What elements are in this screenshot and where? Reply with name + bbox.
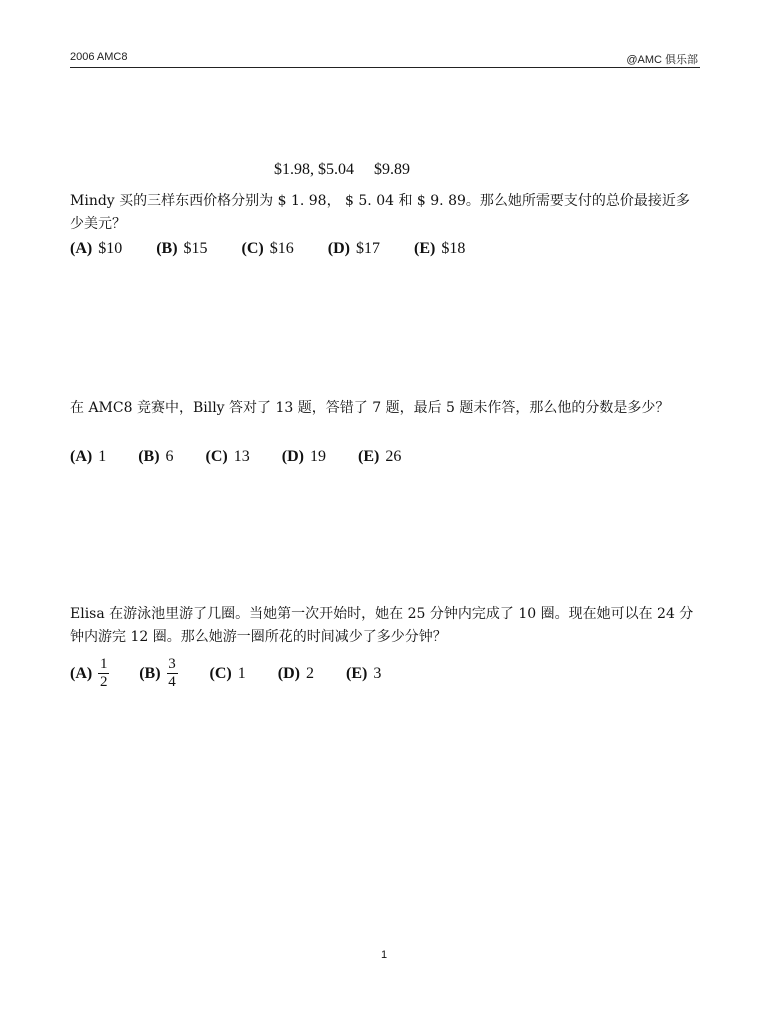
q1-prices	[274, 161, 410, 179]
choice-value: $15	[183, 240, 208, 257]
choice-value: 1	[237, 664, 246, 682]
q1-text: Mindy 买的三样东西价格分别为 $ 1. 98， $ 5. 04 和 $ 9. 89。那么她所需要支付的总价最接近多少美元？	[70, 193, 690, 232]
choice-value: 19	[309, 448, 326, 465]
choice-letter: (B)	[156, 240, 178, 257]
q2-choice-a	[70, 448, 106, 466]
q2-text: 在 AMC8 竞赛中，Billy 答对了 13 题，答错了 7 题，最后 5 题未作答，那么他的分数是多少？	[70, 400, 670, 416]
q2-choices	[70, 448, 401, 466]
choice-value: 3	[373, 664, 382, 682]
choice-value: 26	[385, 448, 402, 465]
q1-choices	[70, 240, 465, 258]
choice-letter: (A)	[70, 448, 93, 465]
page-header-left: 2006 AMC8	[70, 51, 128, 63]
page-number: 1	[380, 949, 388, 961]
fraction	[98, 656, 109, 691]
q1-choice-c	[242, 240, 294, 258]
q3-choice-d	[278, 665, 314, 683]
choice-letter: (A)	[70, 240, 93, 257]
choice-value: 13	[233, 448, 250, 465]
header-rule	[70, 67, 700, 68]
choice-letter: (D)	[281, 448, 304, 465]
fraction-numerator: 3	[168, 656, 176, 672]
choice-value: $17	[355, 240, 380, 257]
q1-price-3: $9.89	[374, 161, 410, 178]
fraction	[167, 656, 178, 691]
q3-choice-a	[70, 656, 109, 691]
choice-letter: (E)	[357, 448, 380, 465]
q1-choice-b	[156, 240, 207, 258]
q1-price-2: $5.04	[318, 161, 354, 178]
q1-choice-a	[70, 240, 122, 258]
choice-letter: (E)	[345, 664, 368, 682]
choice-value: 1	[98, 448, 107, 465]
choice-letter: (A)	[70, 664, 93, 682]
q2-choice-d	[282, 448, 326, 466]
q3-text: Elisa 在游泳池里游了几圈。当她第一次开始时，她在 25 分钟内完成了 10 圈。现在她可以在 24 分钟内游完 12 圈。那么她游一圈所花的时间减少了多少分钟？	[70, 606, 694, 645]
fraction-numerator: 1	[99, 656, 108, 672]
choice-letter: (D)	[327, 240, 350, 257]
choice-value: 6	[165, 448, 174, 465]
q3-choice-b	[139, 656, 177, 691]
q2-choice-e	[358, 448, 401, 466]
choice-letter: (B)	[138, 448, 160, 465]
choice-value: $16	[269, 240, 294, 257]
q3-choice-c	[210, 665, 246, 683]
page-header-right: @AMC 俱乐部	[626, 54, 698, 66]
choice-value: $10	[98, 240, 123, 257]
q1-choice-e	[414, 240, 465, 258]
choice-letter: (C)	[209, 664, 232, 682]
q3-choice-e	[346, 665, 381, 683]
q2-choice-c	[206, 448, 250, 466]
choice-letter: (B)	[139, 664, 161, 682]
choice-letter: (C)	[241, 240, 264, 257]
q3-choices	[70, 656, 381, 691]
choice-value: 2	[305, 664, 314, 682]
fraction-denominator: 2	[99, 674, 108, 690]
choice-letter: (C)	[205, 448, 228, 465]
fraction-denominator: 4	[168, 674, 176, 690]
choice-value: $18	[441, 240, 466, 257]
q2-choice-b	[138, 448, 173, 466]
q1-choice-d	[328, 240, 380, 258]
choice-letter: (D)	[277, 664, 300, 682]
choice-letter: (E)	[413, 240, 436, 257]
q1-price-1: $1.98,	[274, 161, 314, 178]
